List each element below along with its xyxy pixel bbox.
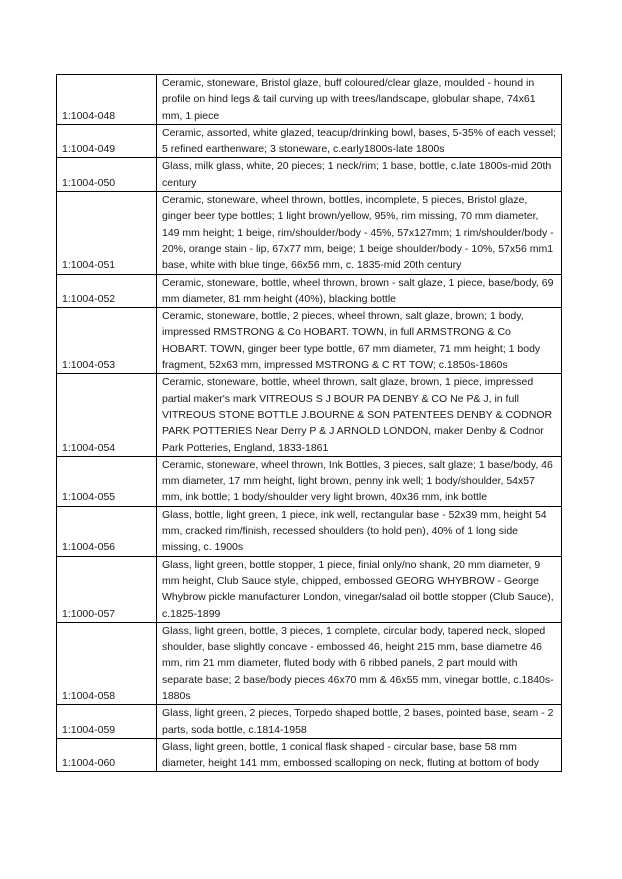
description-cell: Glass, light green, bottle, 1 conical flask shaped - circular base, base 58 mm diameter, height 141 mm, embossed scalloping on neck, fluting at bottom of body xyxy=(157,738,562,772)
description-cell: Ceramic, assorted, white glazed, teacup/drinking bowl, bases, 5-35% of each vessel; 5 refined earthenware; 3 stoneware, c.early1800s-late 1800s xyxy=(157,124,562,158)
description-cell: Ceramic, stoneware, wheel thrown, bottles, incomplete, 5 pieces, Bristol glaze, ginger beer type bottles; 1 light brown/yellow, 95%, rim missing, 70 mm diameter, 149 mm height; 1 beige, rim/shoulder/body - 45%, 57x127mm; 1 rim/shoulder/body - 20%, orange stain - lip, 67x77 mm, beige; 1 beige shoulder/body - 10%, 57x56 mm1 base, white with blue tinge, 66x56 mm, c. 1835-mid 20th century xyxy=(157,192,562,274)
description-cell: Glass, light green, bottle, 3 pieces, 1 complete, circular body, tapered neck, sloped shoulder, base slightly concave - embossed 46, height 215 mm, base diametre 46 mm, rim 21 mm diameter, fluted body with 6 ribbed panels, 2 part mould with separate base; 2 base/body pieces 46x70 mm & 46x55 mm, vinegar bottle, c.1840s-1880s xyxy=(157,622,562,704)
catalogue-number-cell: 1:1004-051 xyxy=(57,192,157,274)
table-row xyxy=(57,274,562,308)
description-cell: Ceramic, stoneware, wheel thrown, Ink Bottles, 3 pieces, salt glaze; 1 base/body, 46 mm diameter, 17 mm height, light brown, penny ink well; 1 body/shoulder, 54x57 mm, ink bottle; 1 body/shoulder very light brown, 40x36 mm, ink bottle xyxy=(157,456,562,506)
table-row xyxy=(57,158,562,192)
table-row xyxy=(57,705,562,739)
catalogue-number-cell: 1:1004-055 xyxy=(57,456,157,506)
catalogue-number-cell: 1:1004-049 xyxy=(57,124,157,158)
description-cell: Ceramic, stoneware, Bristol glaze, buff coloured/clear glaze, moulded - hound in profile on hind legs & tail curving up with trees/landscape, globular shape, 74x61 mm, 1 piece xyxy=(157,75,562,125)
catalogue-number-cell: 1:1000-057 xyxy=(57,556,157,622)
table-row xyxy=(57,556,562,622)
description-cell: Glass, light green, 2 pieces, Torpedo shaped bottle, 2 bases, pointed base, seam - 2 parts, soda bottle, c.1814-1958 xyxy=(157,705,562,739)
description-cell: Ceramic, stoneware, bottle, 2 pieces, wheel thrown, salt glaze, brown; 1 body, impressed RMSTRONG & Co HOBART. TOWN, in full ARMSTRONG & Co HOBART. TOWN, ginger beer type bottle, 67 mm diameter, 71 mm height; 1 body fragment, 52x63 mm, impressed MSTRONG & C RT TOW; c.1850s-1860s xyxy=(157,308,562,374)
artefact-catalogue-table xyxy=(56,74,562,772)
catalogue-number-cell: 1:1004-060 xyxy=(57,738,157,772)
catalogue-number-cell: 1:1004-059 xyxy=(57,705,157,739)
table-body xyxy=(57,75,562,772)
catalogue-number-cell: 1:1004-048 xyxy=(57,75,157,125)
catalogue-number-cell: 1:1004-058 xyxy=(57,622,157,704)
description-cell: Glass, milk glass, white, 20 pieces; 1 neck/rim; 1 base, bottle, c.late 1800s-mid 20th century xyxy=(157,158,562,192)
description-cell: Glass, bottle, light green, 1 piece, ink well, rectangular base - 52x39 mm, height 54 mm, cracked rim/finish, recessed shoulders (to hold pen), 40% of 1 long side missing, c. 1900s xyxy=(157,506,562,556)
catalogue-number-cell: 1:1004-052 xyxy=(57,274,157,308)
table-row xyxy=(57,622,562,704)
table-row xyxy=(57,124,562,158)
description-cell: Ceramic, stoneware, bottle, wheel thrown, brown - salt glaze, 1 piece, base/body, 69 mm diameter, 81 mm height (40%), blacking bottle xyxy=(157,274,562,308)
table-row xyxy=(57,456,562,506)
table-row xyxy=(57,738,562,772)
table-row xyxy=(57,75,562,125)
description-cell: Ceramic, stoneware, bottle, wheel thrown, salt glaze, brown, 1 piece, impressed partial maker's mark VITREOUS S J BOUR PA DENBY & CO Ne P& J, in full VITREOUS STONE BOTTLE J.BOURNE & SON PATENTEES DENBY & CODNOR PARK POTTERIES Near Derry P & J ARNOLD LONDON, maker Denby & Codnor Park Potteries, England, 1833-1861 xyxy=(157,374,562,456)
catalogue-number-cell: 1:1004-050 xyxy=(57,158,157,192)
description-cell: Glass, light green, bottle stopper, 1 piece, finial only/no shank, 20 mm diameter, 9 mm height, Club Sauce style, chipped, embossed GEORG WHYBROW - George Whybrow pickle manufacturer London, vinegar/salad oil bottle stopper (Club Sauce), c.1825-1899 xyxy=(157,556,562,622)
catalogue-number-cell: 1:1004-056 xyxy=(57,506,157,556)
table-row xyxy=(57,308,562,374)
catalogue-number-cell: 1:1004-054 xyxy=(57,374,157,456)
table-row xyxy=(57,192,562,274)
catalogue-number-cell: 1:1004-053 xyxy=(57,308,157,374)
table-row xyxy=(57,506,562,556)
table-row xyxy=(57,374,562,456)
